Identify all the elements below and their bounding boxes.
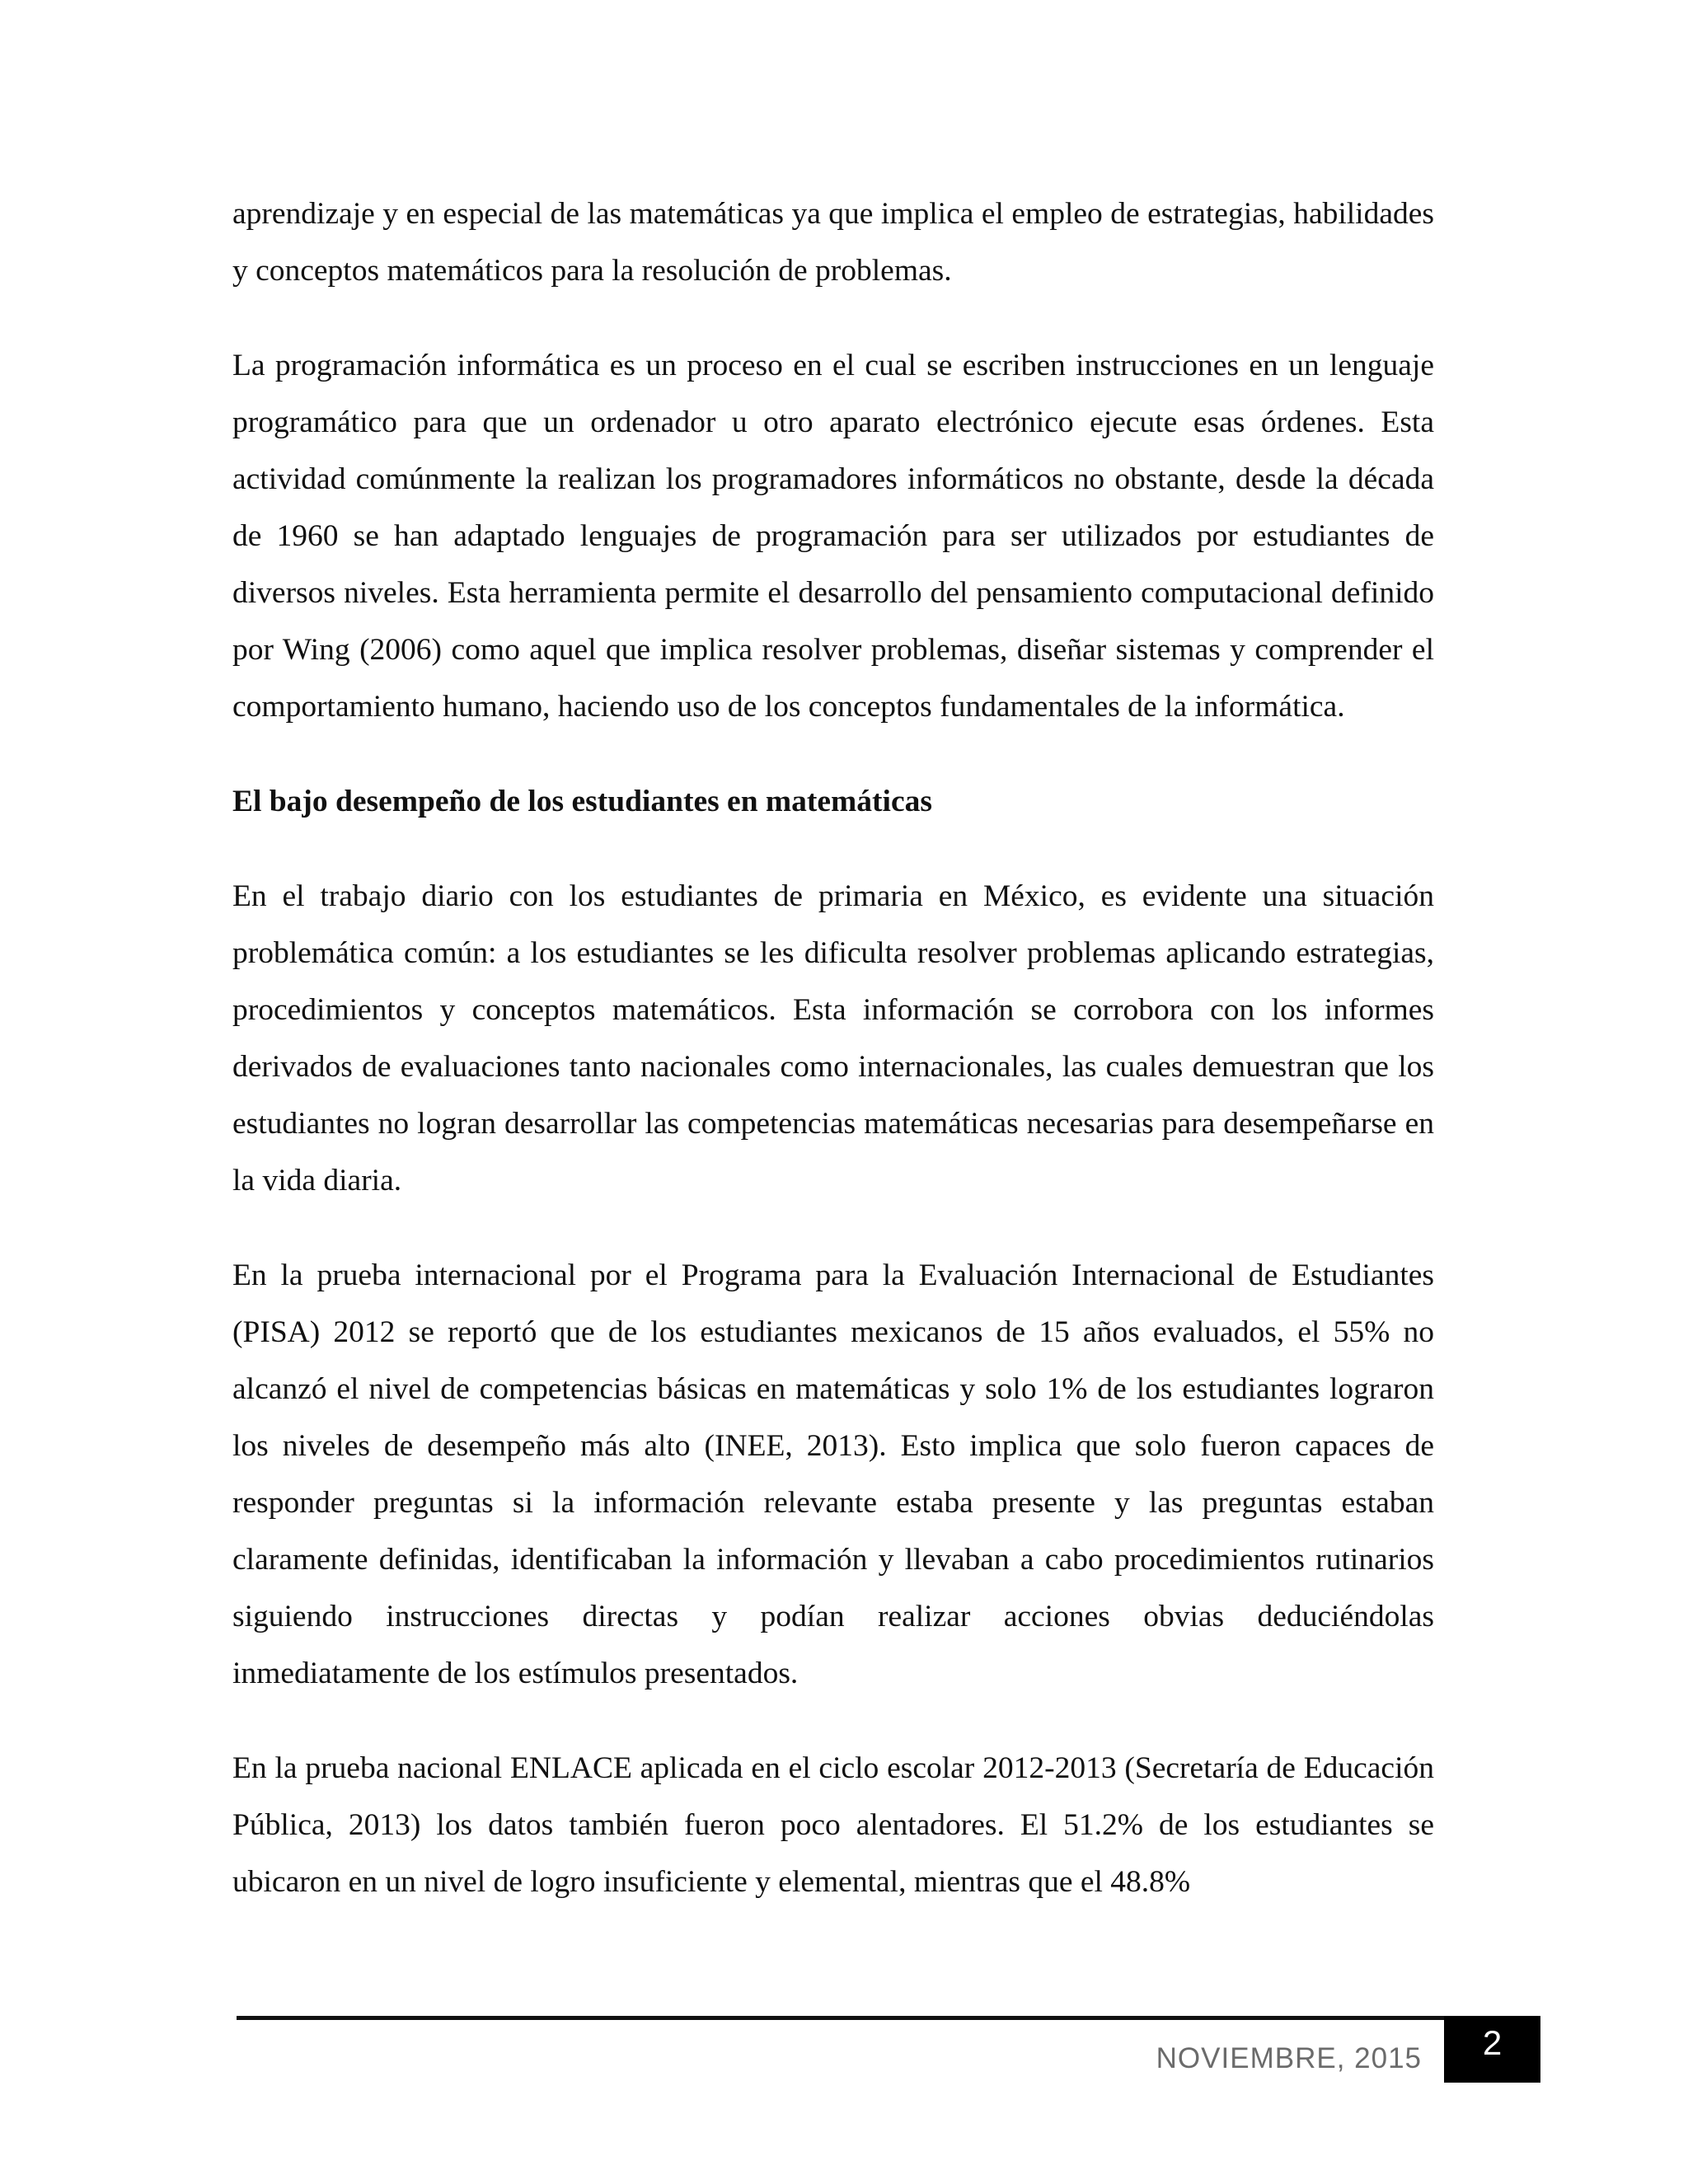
paragraph-4: En la prueba internacional por el Programa para la Evaluación Internacional de Estudiantes (PISA) 2012 se reportó que de los estudiantes mexicanos de 15 años evaluados, el 55% no alcanzó el nivel de competencias básicas en matemáticas y solo 1% de los estudiantes lograron los niveles de desempeño más alto (INEE, 2013). Esto implica que solo fueron capaces de responder preguntas si la información relevante estaba presente y las preguntas estaban claramente definidas, identificaban la información y llevaban a cabo procedimientos rutinarios siguiendo instrucciones directas y podían realizar acciones obvias deduciéndolas inmediatamente de los estímulos presentados. [232, 1258, 1434, 1690]
paragraph-5: En la prueba nacional ENLACE aplicada en el ciclo escolar 2012-2013 (Secretaría de Educación Pública, 2013) los datos también fueron poco alentadores. El 51.2% de los estudiantes se ubicaron en un nivel de logro insuficiente y elemental, mientras que el 48.8% [232, 1751, 1434, 1899]
page-number: 2 [1444, 2016, 1540, 2083]
paragraph-3: En el trabajo diario con los estudiantes de primaria en México, es evidente una situación problemática común: a los estudiantes se les dificulta resolver problemas aplicando estrategias, procedimientos y conceptos matemáticos. Esta información se corrobora con los informes derivados de evaluaciones tanto nacionales como internacionales, las cuales demuestran que los estudiantes no logran desarrollar las competencias matemáticas necesarias para desempeñarse en la vida diaria. [232, 879, 1434, 1197]
footer-date: NOVIEMBRE, 2015 [1156, 2042, 1422, 2074]
section-heading: El bajo desempeño de los estudiantes en matemáticas [232, 785, 932, 818]
paragraph-1: aprendizaje y en especial de las matemáticas ya que implica el empleo de estrategias, habilidades y conceptos matemáticos para la resolución de problemas. [232, 197, 1434, 288]
page-body [232, 185, 1434, 1910]
paragraph-2: La programación informática es un proceso en el cual se escriben instrucciones en un lenguaje programático para que un ordenador u otro aparato electrónico ejecute esas órdenes. Esta actividad comúnmente la realizan los programadores informáticos no obstante, desde la década de 1960 se han adaptado lenguajes de programación para ser utilizados por estudiantes de diversos niveles. Esta herramienta permite el desarrollo del pensamiento computacional definido por Wing (2006) como aquel que implica resolver problemas, diseñar sistemas y comprender el comportamiento humano, haciendo uso de los conceptos fundamentales de la informática. [232, 349, 1434, 724]
footer-divider [237, 2016, 1445, 2020]
